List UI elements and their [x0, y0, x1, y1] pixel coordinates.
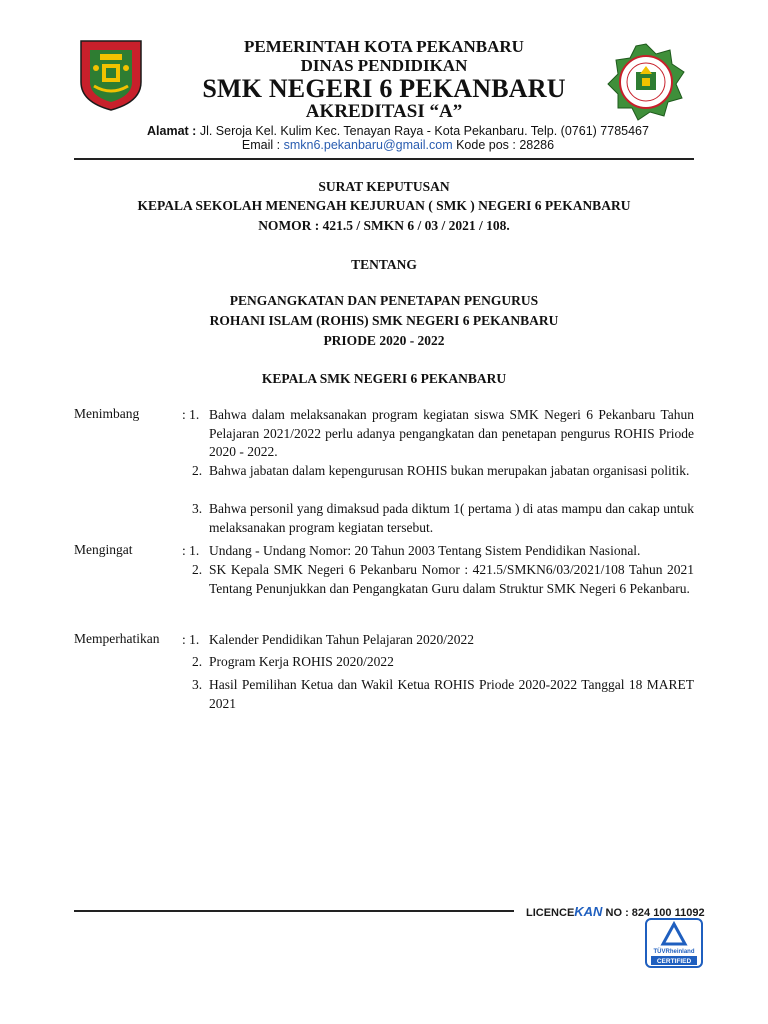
mengingat-item-2 — [182, 561, 694, 598]
item-prefix: 3. — [192, 501, 203, 516]
item-prefix: : 1. — [182, 543, 200, 558]
item-prefix: 2. — [192, 463, 203, 478]
menimbang-item-3 — [182, 500, 694, 537]
item-text: Hasil Pemilihan Ketua dan Wakil Ketua ROHIS Priode 2020-2022 Tanggal 18 MARET 2021 — [209, 677, 694, 711]
tentang-heading: TENTANG — [351, 257, 417, 272]
memperhatikan-item-1 — [182, 631, 694, 650]
subject-line-1: PENGANGKATAN DAN PENETAPAN PENGURUS — [229, 293, 539, 308]
decree-issuer-line: KEPALA SEKOLAH MENENGAH KEJURUAN ( SMK ) NEGERI 6 PEKANBARU — [137, 198, 631, 213]
item-prefix: 3. — [192, 677, 203, 692]
subject-line-3: PRIODE 2020 - 2022 — [323, 333, 445, 348]
decree-title: SURAT KEPUTUSAN — [318, 179, 450, 194]
menimbang-item-2 — [182, 462, 694, 481]
postcode: Kode pos : 28286 — [452, 138, 555, 152]
licence-line — [526, 904, 705, 919]
memperhatikan-item-3 — [182, 676, 694, 713]
kan-logo-text: KAN — [574, 904, 603, 919]
item-text: Undang - Undang Nomor: 20 Tahun 2003 Tentang Sistem Pendidikan Nasional. — [209, 543, 641, 558]
item-text: Bahwa personil yang dimaksud pada diktum 1( pertama ) di atas mampu dan cakap untuk melaksanakan program kegiatan tersebut. — [209, 501, 694, 535]
tuv-certified-text: CERTIFIED — [656, 958, 692, 965]
item-text: Bahwa dalam melaksanakan program kegiatan siswa SMK Negeri 6 Pekanbaru Tahun Pelajaran 2021/2022 perlu adanya pengangkatan dan penetapan pengurus ROHIS Priode 2020 - 2022. — [209, 407, 694, 459]
item-prefix: 2. — [192, 654, 203, 669]
gov-name: PEMERINTAH KOTA PEKANBARU — [244, 37, 524, 56]
letterhead-divider — [74, 158, 694, 160]
email-label: Email : — [241, 138, 284, 152]
address-text: Jl. Seroja Kel. Kulim Kec. Tenayan Raya - Kota Pekanbaru. Telp. (0761) 7785467 — [196, 124, 649, 138]
mengingat-item-1 — [182, 542, 694, 561]
item-prefix: : 1. — [182, 632, 200, 647]
footer-divider — [74, 910, 514, 912]
memperhatikan-label: Memperhatikan — [74, 631, 160, 646]
decree-number: NOMOR : 421.5 / SMKN 6 / 03 / 2021 / 108. — [258, 218, 510, 233]
item-text: Bahwa jabatan dalam kepengurusan ROHIS bukan merupakan jabatan organisasi politik. — [209, 463, 690, 478]
item-text: Kalender Pendidikan Tahun Pelajaran 2020/2022 — [209, 632, 474, 647]
school-name: SMK NEGERI 6 PEKANBARU — [202, 74, 566, 103]
address-line — [118, 124, 678, 138]
item-text: SK Kepala SMK Negeri 6 Pekanbaru Nomor : 421.5/SMKN6/03/2021/108 Tahun 2021 Tentang Penunjukkan dan Pengangkatan Guru dalam Struktur SMK Negeri 6 Pekanbaru. — [209, 562, 694, 596]
mengingat-label: Mengingat — [74, 542, 133, 557]
item-prefix: 2. — [192, 562, 203, 577]
issuer-heading: KEPALA SMK NEGERI 6 PEKANBARU — [261, 371, 507, 386]
address-label: Alamat : — [147, 124, 197, 138]
licence-label: LICENCE — [526, 907, 575, 919]
licence-number: NO : 824 100 11092 — [602, 907, 705, 919]
email-link[interactable]: smkn6.pekanbaru@gmail.com — [283, 138, 453, 152]
tuv-certified-badge-icon — [645, 918, 703, 968]
item-prefix: : 1. — [182, 407, 200, 422]
contact-line — [118, 138, 678, 152]
item-text: Program Kerja ROHIS 2020/2022 — [209, 654, 394, 669]
menimbang-label: Menimbang — [74, 406, 140, 421]
tuv-brand-text: TÜVRheinland — [653, 949, 695, 955]
school-emblem-logo — [606, 42, 686, 122]
menimbang-item-1 — [182, 406, 694, 462]
subject-line-2: ROHANI ISLAM (ROHIS) SMK NEGERI 6 PEKANBARU — [209, 313, 559, 328]
accreditation: AKREDITASI “A” — [305, 101, 463, 122]
memperhatikan-item-2 — [182, 653, 694, 672]
agency-name: DINAS PENDIDIKAN — [300, 56, 468, 75]
